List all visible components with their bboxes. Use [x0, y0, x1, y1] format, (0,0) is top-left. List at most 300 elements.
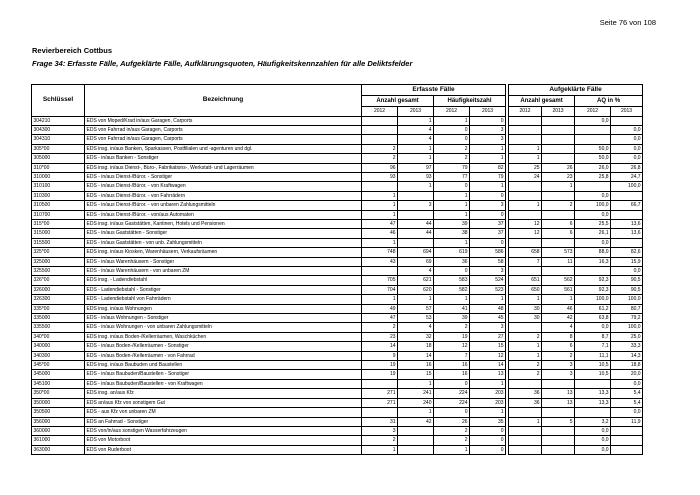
table-row [32, 361, 643, 370]
cell-anzahl-2013: 241 [398, 389, 434, 398]
cell-anzahl-2012: 748 [362, 248, 398, 257]
cell-hz-2013: 48 [470, 304, 506, 313]
cell-aq-2012: 100,0 [575, 295, 611, 304]
cell-bezeichnung: EDS - in/aus Warenhäusern - Sonstiger [85, 257, 362, 266]
header-year: 2012 [509, 107, 542, 117]
cell-aufgeklaert-2013: 2 [542, 201, 575, 210]
table-row [32, 182, 643, 191]
cell-aq-2012: 25,8 [575, 172, 611, 181]
cell-aufgeklaert-2012 [509, 135, 542, 144]
cell-aufgeklaert-2012 [509, 191, 542, 200]
cell-anzahl-2013: 18 [398, 342, 434, 351]
cell-hz-2013: 203 [470, 389, 506, 398]
cell-hz-2013: 37 [470, 229, 506, 238]
cell-aufgeklaert-2012: 1 [509, 351, 542, 360]
cell-anzahl-2012: 43 [362, 257, 398, 266]
region-title: Revierbereich Cottbus [32, 46, 113, 55]
cell-aq-2013: 0,0 [611, 135, 643, 144]
cell-anzahl-2013 [398, 210, 434, 219]
table-row [32, 229, 643, 238]
cell-schluessel: 315500 [32, 238, 85, 247]
table-row [32, 172, 643, 181]
cell-aufgeklaert-2012 [509, 323, 542, 332]
cell-anzahl-2012: 2 [362, 323, 398, 332]
cell-aufgeklaert-2012: 12 [509, 229, 542, 238]
cell-aq-2012 [575, 408, 611, 417]
cell-anzahl-2013: 44 [398, 229, 434, 238]
cell-bezeichnung: EDS - in/aus Baubuden/Baustellen - Sonstiger [85, 370, 362, 379]
header-year: 2012 [434, 107, 470, 117]
cell-anzahl-2012: 96 [362, 163, 398, 172]
cell-anzahl-2013: 14 [398, 351, 434, 360]
cell-aq-2012: 13,3 [575, 389, 611, 398]
cell-aq-2013: 15,9 [611, 257, 643, 266]
cell-aufgeklaert-2012 [509, 445, 542, 454]
cell-bezeichnung: EDS an Fahrrad - Sonstiger [85, 417, 362, 426]
cell-aufgeklaert-2013: 26 [542, 163, 575, 172]
cell-aufgeklaert-2012 [509, 436, 542, 445]
cell-hz-2013: 3 [470, 323, 506, 332]
cell-schluessel: 305*00 [32, 144, 85, 153]
cell-anzahl-2013: 1 [398, 182, 434, 191]
cell-aufgeklaert-2013 [542, 379, 575, 388]
cell-hz-2012: 39 [434, 219, 470, 228]
cell-hz-2013: 524 [470, 276, 506, 285]
cell-bezeichnung: EDS von Ruderboot [85, 445, 362, 454]
cell-anzahl-2013: 69 [398, 257, 434, 266]
table-body [32, 116, 643, 455]
cell-anzahl-2012: 14 [362, 342, 398, 351]
table-row [32, 389, 643, 398]
cell-aq-2012: 0,0 [575, 436, 611, 445]
cell-schluessel: 325000 [32, 257, 85, 266]
cell-anzahl-2012: 3 [362, 426, 398, 435]
cell-aufgeklaert-2013: 13 [542, 389, 575, 398]
cell-anzahl-2012 [362, 267, 398, 276]
cell-aufgeklaert-2013: 6 [542, 342, 575, 351]
cell-bezeichnung: EDS von Motorboot [85, 436, 362, 445]
cell-bezeichnung: EDS - in/aus Dienst-/Büror. - von/aus Automaten [85, 210, 362, 219]
cell-aufgeklaert-2012: 1 [509, 201, 542, 210]
table-row [32, 379, 643, 388]
cell-anzahl-2012: 1 [362, 191, 398, 200]
cell-hz-2013: 13 [470, 370, 506, 379]
cell-aufgeklaert-2013: 1 [542, 295, 575, 304]
cell-anzahl-2012: 705 [362, 276, 398, 285]
cell-hz-2013: 35 [470, 417, 506, 426]
table-row [32, 408, 643, 417]
cell-aq-2013: 0,0 [611, 144, 643, 153]
table-row [32, 304, 643, 313]
cell-anzahl-2013 [398, 238, 434, 247]
cell-aufgeklaert-2013 [542, 125, 575, 134]
cell-anzahl-2013: 621 [398, 276, 434, 285]
header-year: 2013 [470, 107, 506, 117]
cell-schluessel: 340000 [32, 342, 85, 351]
table-header [32, 85, 643, 117]
cell-aq-2013: 66,7 [611, 201, 643, 210]
cell-aq-2012: 100,0 [575, 201, 611, 210]
cell-hz-2012: 619 [434, 248, 470, 257]
cell-anzahl-2012: 31 [362, 417, 398, 426]
cell-hz-2012: 26 [434, 417, 470, 426]
cell-bezeichnung: EDS insg. in/aus Dienst-, Büro-, Fabrikations-, Werkstatt- und Lagerräumen [85, 163, 362, 172]
cell-aq-2012: 10,5 [575, 370, 611, 379]
cell-hz-2013: 58 [470, 257, 506, 266]
cell-aufgeklaert-2012: 1 [509, 342, 542, 351]
cell-schluessel: 304310 [32, 135, 85, 144]
cell-anzahl-2012: 93 [362, 172, 398, 181]
cell-bezeichnung: EDS insg. in/aus Wohnungen [85, 304, 362, 313]
cell-aq-2012: 8,7 [575, 332, 611, 341]
cell-aufgeklaert-2013: 6 [542, 219, 575, 228]
cell-aq-2012: 25,5 [575, 219, 611, 228]
cell-aq-2013 [611, 445, 643, 454]
cell-aufgeklaert-2012: 1 [509, 417, 542, 426]
cell-schluessel: 304300 [32, 125, 85, 134]
cell-schluessel: 335*00 [32, 304, 85, 313]
cell-aufgeklaert-2012 [509, 408, 542, 417]
cell-schluessel: 326*00 [32, 276, 85, 285]
table-row [32, 342, 643, 351]
cell-aq-2013 [611, 116, 643, 125]
cell-aufgeklaert-2012 [509, 182, 542, 191]
cell-aq-2012: 3,2 [575, 417, 611, 426]
cell-aufgeklaert-2013 [542, 154, 575, 163]
cell-aq-2012: 26,1 [575, 229, 611, 238]
cell-hz-2012: 0 [434, 267, 470, 276]
header-year: 2012 [362, 107, 398, 117]
cell-hz-2013: 0 [470, 436, 506, 445]
header-aufgeklaerte-faelle: Aufgeklärte Fälle [509, 85, 643, 96]
cell-aufgeklaert-2012: 12 [509, 219, 542, 228]
cell-aq-2012: 0,0 [575, 116, 611, 125]
cell-aq-2012: 92,3 [575, 285, 611, 294]
cell-hz-2012: 1 [434, 238, 470, 247]
cell-aufgeklaert-2012: 2 [509, 332, 542, 341]
cell-schluessel: 335500 [32, 323, 85, 332]
cell-aq-2013: 5,4 [611, 398, 643, 407]
cell-anzahl-2012: 47 [362, 314, 398, 323]
table-row [32, 351, 643, 360]
cell-anzahl-2013: 4 [398, 135, 434, 144]
cell-aufgeklaert-2012: 658 [509, 248, 542, 257]
cell-aq-2013: 0,0 [611, 379, 643, 388]
table-row [32, 370, 643, 379]
cell-hz-2013: 82 [470, 163, 506, 172]
cell-aufgeklaert-2013 [542, 426, 575, 435]
header-aq-percent: AQ in % [575, 96, 643, 107]
cell-schluessel: 310700 [32, 210, 85, 219]
table-row [32, 248, 643, 257]
cell-hz-2013: 1 [470, 408, 506, 417]
cell-bezeichnung: EDS insg. in/aus Banken, Sparkassen, Postfilialen und -agenturen und dgl. [85, 144, 362, 153]
cell-hz-2013: 523 [470, 285, 506, 294]
cell-aq-2013: 100,0 [611, 182, 643, 191]
cell-aufgeklaert-2013 [542, 135, 575, 144]
cell-hz-2012: 19 [434, 332, 470, 341]
cell-hz-2012: 16 [434, 361, 470, 370]
table-row [32, 219, 643, 228]
cell-hz-2013: 0 [470, 445, 506, 454]
table-row [32, 332, 643, 341]
cell-schluessel: 335000 [32, 314, 85, 323]
cell-hz-2013: 1 [470, 182, 506, 191]
cell-aq-2013: 0,0 [611, 408, 643, 417]
cell-anzahl-2013 [398, 426, 434, 435]
cell-anzahl-2013: 1 [398, 144, 434, 153]
cell-aufgeklaert-2012: 30 [509, 304, 542, 313]
cell-aufgeklaert-2012: 2 [509, 361, 542, 370]
cell-schluessel: 310*00 [32, 163, 85, 172]
cell-hz-2012: 1 [434, 201, 470, 210]
cell-aufgeklaert-2012: 1 [509, 295, 542, 304]
cell-schluessel: 345100 [32, 379, 85, 388]
cell-aq-2013: 13,6 [611, 229, 643, 238]
header-year: 2013 [398, 107, 434, 117]
cell-aq-2012: 16,3 [575, 257, 611, 266]
cell-schluessel: 361000 [32, 436, 85, 445]
cell-aq-2012 [575, 135, 611, 144]
cell-aufgeklaert-2013 [542, 210, 575, 219]
cell-anzahl-2012 [362, 116, 398, 125]
cell-aq-2013: 0,0 [611, 267, 643, 276]
cell-anzahl-2013 [398, 436, 434, 445]
cell-aufgeklaert-2012: 36 [509, 389, 542, 398]
cell-aq-2012: 50,0 [575, 154, 611, 163]
cell-anzahl-2012 [362, 135, 398, 144]
cell-aufgeklaert-2013: 1 [542, 182, 575, 191]
cell-hz-2012: 79 [434, 163, 470, 172]
cell-bezeichnung: EDS insg. in/aus Baubuden und Baustellen [85, 361, 362, 370]
cell-anzahl-2013: 44 [398, 219, 434, 228]
cell-aq-2013: 100,0 [611, 295, 643, 304]
cell-anzahl-2013: 57 [398, 304, 434, 313]
cell-aufgeklaert-2012: 2 [509, 370, 542, 379]
cell-anzahl-2013: 3 [398, 201, 434, 210]
table-row [32, 323, 643, 332]
cell-aq-2013 [611, 210, 643, 219]
cell-aufgeklaert-2013: 2 [542, 351, 575, 360]
cell-aufgeklaert-2013 [542, 116, 575, 125]
cell-aufgeklaert-2012 [509, 210, 542, 219]
cell-aq-2013: 13,6 [611, 219, 643, 228]
cell-aq-2013: 0,0 [611, 125, 643, 134]
cell-schluessel: 310100 [32, 182, 85, 191]
cell-aq-2012: 0,0 [575, 210, 611, 219]
table-row [32, 154, 643, 163]
cell-schluessel: 315000 [32, 229, 85, 238]
cell-bezeichnung: EDS - in/aus Dienst-/Büror. - von Kraftwagen [85, 182, 362, 191]
cell-hz-2013: 3 [470, 135, 506, 144]
cell-hz-2012: 583 [434, 276, 470, 285]
cell-hz-2012: 1 [434, 116, 470, 125]
cell-aufgeklaert-2013 [542, 445, 575, 454]
cell-anzahl-2012: 1 [362, 445, 398, 454]
cell-aufgeklaert-2012 [509, 426, 542, 435]
cell-hz-2012: 2 [434, 154, 470, 163]
cell-aufgeklaert-2013: 562 [542, 276, 575, 285]
cell-hz-2012: 0 [434, 135, 470, 144]
cell-aufgeklaert-2012 [509, 267, 542, 276]
cell-aufgeklaert-2013: 3 [542, 370, 575, 379]
statistics-table [31, 84, 643, 455]
cell-anzahl-2012: 271 [362, 389, 398, 398]
cell-aufgeklaert-2013: 561 [542, 285, 575, 294]
cell-aq-2013: 24,7 [611, 172, 643, 181]
table-row [32, 417, 643, 426]
table-row [32, 257, 643, 266]
cell-hz-2013: 0 [470, 116, 506, 125]
cell-bezeichnung: EDS - Ladendiebstahl - Sonstiger [85, 285, 362, 294]
cell-anzahl-2013 [398, 191, 434, 200]
cell-anzahl-2012: 46 [362, 229, 398, 238]
cell-aq-2013 [611, 426, 643, 435]
cell-hz-2013: 3 [470, 267, 506, 276]
cell-aq-2013: 90,5 [611, 276, 643, 285]
cell-hz-2012: 38 [434, 229, 470, 238]
cell-hz-2013: 45 [470, 314, 506, 323]
cell-anzahl-2012 [362, 379, 398, 388]
cell-anzahl-2013: 620 [398, 285, 434, 294]
header-year: 2013 [611, 107, 643, 117]
cell-aq-2012: 11,1 [575, 351, 611, 360]
cell-aq-2012: 0,0 [575, 426, 611, 435]
cell-schluessel: 310500 [32, 201, 85, 210]
cell-aq-2013: 11,9 [611, 417, 643, 426]
cell-aufgeklaert-2012: 7 [509, 257, 542, 266]
cell-hz-2012: 77 [434, 172, 470, 181]
table-row [32, 238, 643, 247]
cell-hz-2013: 27 [470, 332, 506, 341]
cell-bezeichnung: EDS von Fahrrad in/aus Garagen, Carports [85, 135, 362, 144]
cell-aq-2013 [611, 436, 643, 445]
cell-aufgeklaert-2013: 4 [542, 323, 575, 332]
table-row [32, 125, 643, 134]
cell-hz-2013: 12 [470, 351, 506, 360]
cell-bezeichnung: EDS insg. in/aus Boden-/Kellerräumen, Waschküchen [85, 332, 362, 341]
cell-hz-2013: 1 [470, 154, 506, 163]
table-row [32, 144, 643, 153]
cell-bezeichnung: EDS - in/aus Wohnungen - von unbaren Zahlungsmitteln [85, 323, 362, 332]
cell-anzahl-2012: 1 [362, 201, 398, 210]
cell-anzahl-2013: 32 [398, 332, 434, 341]
cell-hz-2012: 0 [434, 182, 470, 191]
cell-aq-2013 [611, 191, 643, 200]
table-caption: Frage 34: Erfasste Fälle, Aufgeklärte Fälle, Aufklärungsquoten, Häufigkeitskennzahlen für alle Deliktsfelder [32, 59, 413, 68]
cell-hz-2012: 0 [434, 125, 470, 134]
cell-hz-2013: 3 [470, 201, 506, 210]
cell-hz-2012: 1 [434, 445, 470, 454]
cell-bezeichnung: EDS - in/aus Baubuden/Baustellen - von Kraftwagen [85, 379, 362, 388]
cell-schluessel: 345*00 [32, 361, 85, 370]
cell-hz-2012: 582 [434, 285, 470, 294]
cell-hz-2013: 14 [470, 361, 506, 370]
cell-anzahl-2013 [398, 445, 434, 454]
cell-aq-2013 [611, 238, 643, 247]
table-row [32, 398, 643, 407]
cell-bezeichnung: EDS - in/aus Wohnungen - Sonstiger [85, 314, 362, 323]
cell-anzahl-2012: 23 [362, 332, 398, 341]
cell-anzahl-2012: 271 [362, 398, 398, 407]
cell-anzahl-2012: 19 [362, 370, 398, 379]
cell-anzahl-2012: 19 [362, 361, 398, 370]
cell-anzahl-2012: 2 [362, 154, 398, 163]
cell-hz-2013: 1 [470, 379, 506, 388]
cell-aq-2013: 80,7 [611, 304, 643, 313]
cell-aq-2012 [575, 182, 611, 191]
cell-bezeichnung: EDS - in/aus Boden-/Kellerräumen - Sonstiger [85, 342, 362, 351]
table-row [32, 276, 643, 285]
cell-anzahl-2012: 49 [362, 304, 398, 313]
cell-bezeichnung: EDS insg. - Ladendiebstahl [85, 276, 362, 285]
cell-aufgeklaert-2012: 1 [509, 154, 542, 163]
header-anzahl-gesamt: Anzahl gesamt [362, 96, 434, 107]
header-schluessel: Schlüssel [32, 85, 85, 117]
cell-anzahl-2012: 1 [362, 210, 398, 219]
cell-schluessel: 345000 [32, 370, 85, 379]
cell-aq-2013: 33,3 [611, 342, 643, 351]
cell-bezeichnung: EDS - Ladendiebstahl von Fahrrädern [85, 295, 362, 304]
cell-anzahl-2013: 1 [398, 116, 434, 125]
cell-aq-2012: 88,0 [575, 248, 611, 257]
cell-anzahl-2012 [362, 125, 398, 134]
cell-aufgeklaert-2013: 23 [542, 172, 575, 181]
header-year: 2012 [575, 107, 611, 117]
table-row [32, 201, 643, 210]
cell-anzahl-2013: 97 [398, 163, 434, 172]
cell-aq-2012 [575, 125, 611, 134]
cell-hz-2013: 0 [470, 238, 506, 247]
cell-aufgeklaert-2012: 651 [509, 276, 542, 285]
cell-anzahl-2012: 704 [362, 285, 398, 294]
cell-aufgeklaert-2013 [542, 144, 575, 153]
cell-aq-2012 [575, 267, 611, 276]
cell-aufgeklaert-2012 [509, 116, 542, 125]
header-bezeichnung: Bezeichnung [85, 85, 362, 117]
cell-aufgeklaert-2013 [542, 238, 575, 247]
cell-schluessel: 326000 [32, 285, 85, 294]
table-row [32, 267, 643, 276]
cell-schluessel: 350*00 [32, 389, 85, 398]
cell-bezeichnung: EDS von Fahrrad in/aus Garagen, Carports [85, 125, 362, 134]
cell-hz-2013: 0 [470, 191, 506, 200]
cell-aq-2013: 79,2 [611, 314, 643, 323]
cell-hz-2013: 1 [470, 295, 506, 304]
table-row [32, 426, 643, 435]
cell-hz-2013: 203 [470, 398, 506, 407]
header-erfasste-faelle: Erfasste Fälle [362, 85, 506, 96]
cell-bezeichnung: EDS von/in/aus sonstigen Wasserfahrzeugen [85, 426, 362, 435]
cell-schluessel: 340300 [32, 351, 85, 360]
cell-hz-2013: 1 [470, 144, 506, 153]
cell-anzahl-2012 [362, 408, 398, 417]
cell-hz-2012: 224 [434, 389, 470, 398]
cell-aq-2012: 0,0 [575, 445, 611, 454]
cell-bezeichnung: EDS - in/aus Dienst-/Büror. - Sonstiger [85, 172, 362, 181]
cell-aq-2013: 5,4 [611, 389, 643, 398]
cell-hz-2012: 2 [434, 144, 470, 153]
cell-hz-2012: 0 [434, 408, 470, 417]
table-row [32, 295, 643, 304]
cell-hz-2012: 12 [434, 342, 470, 351]
cell-schluessel: 310300 [32, 191, 85, 200]
cell-hz-2012: 2 [434, 426, 470, 435]
table-row [32, 445, 643, 454]
cell-hz-2012: 2 [434, 323, 470, 332]
table-row [32, 135, 643, 144]
cell-schluessel: 356000 [32, 417, 85, 426]
